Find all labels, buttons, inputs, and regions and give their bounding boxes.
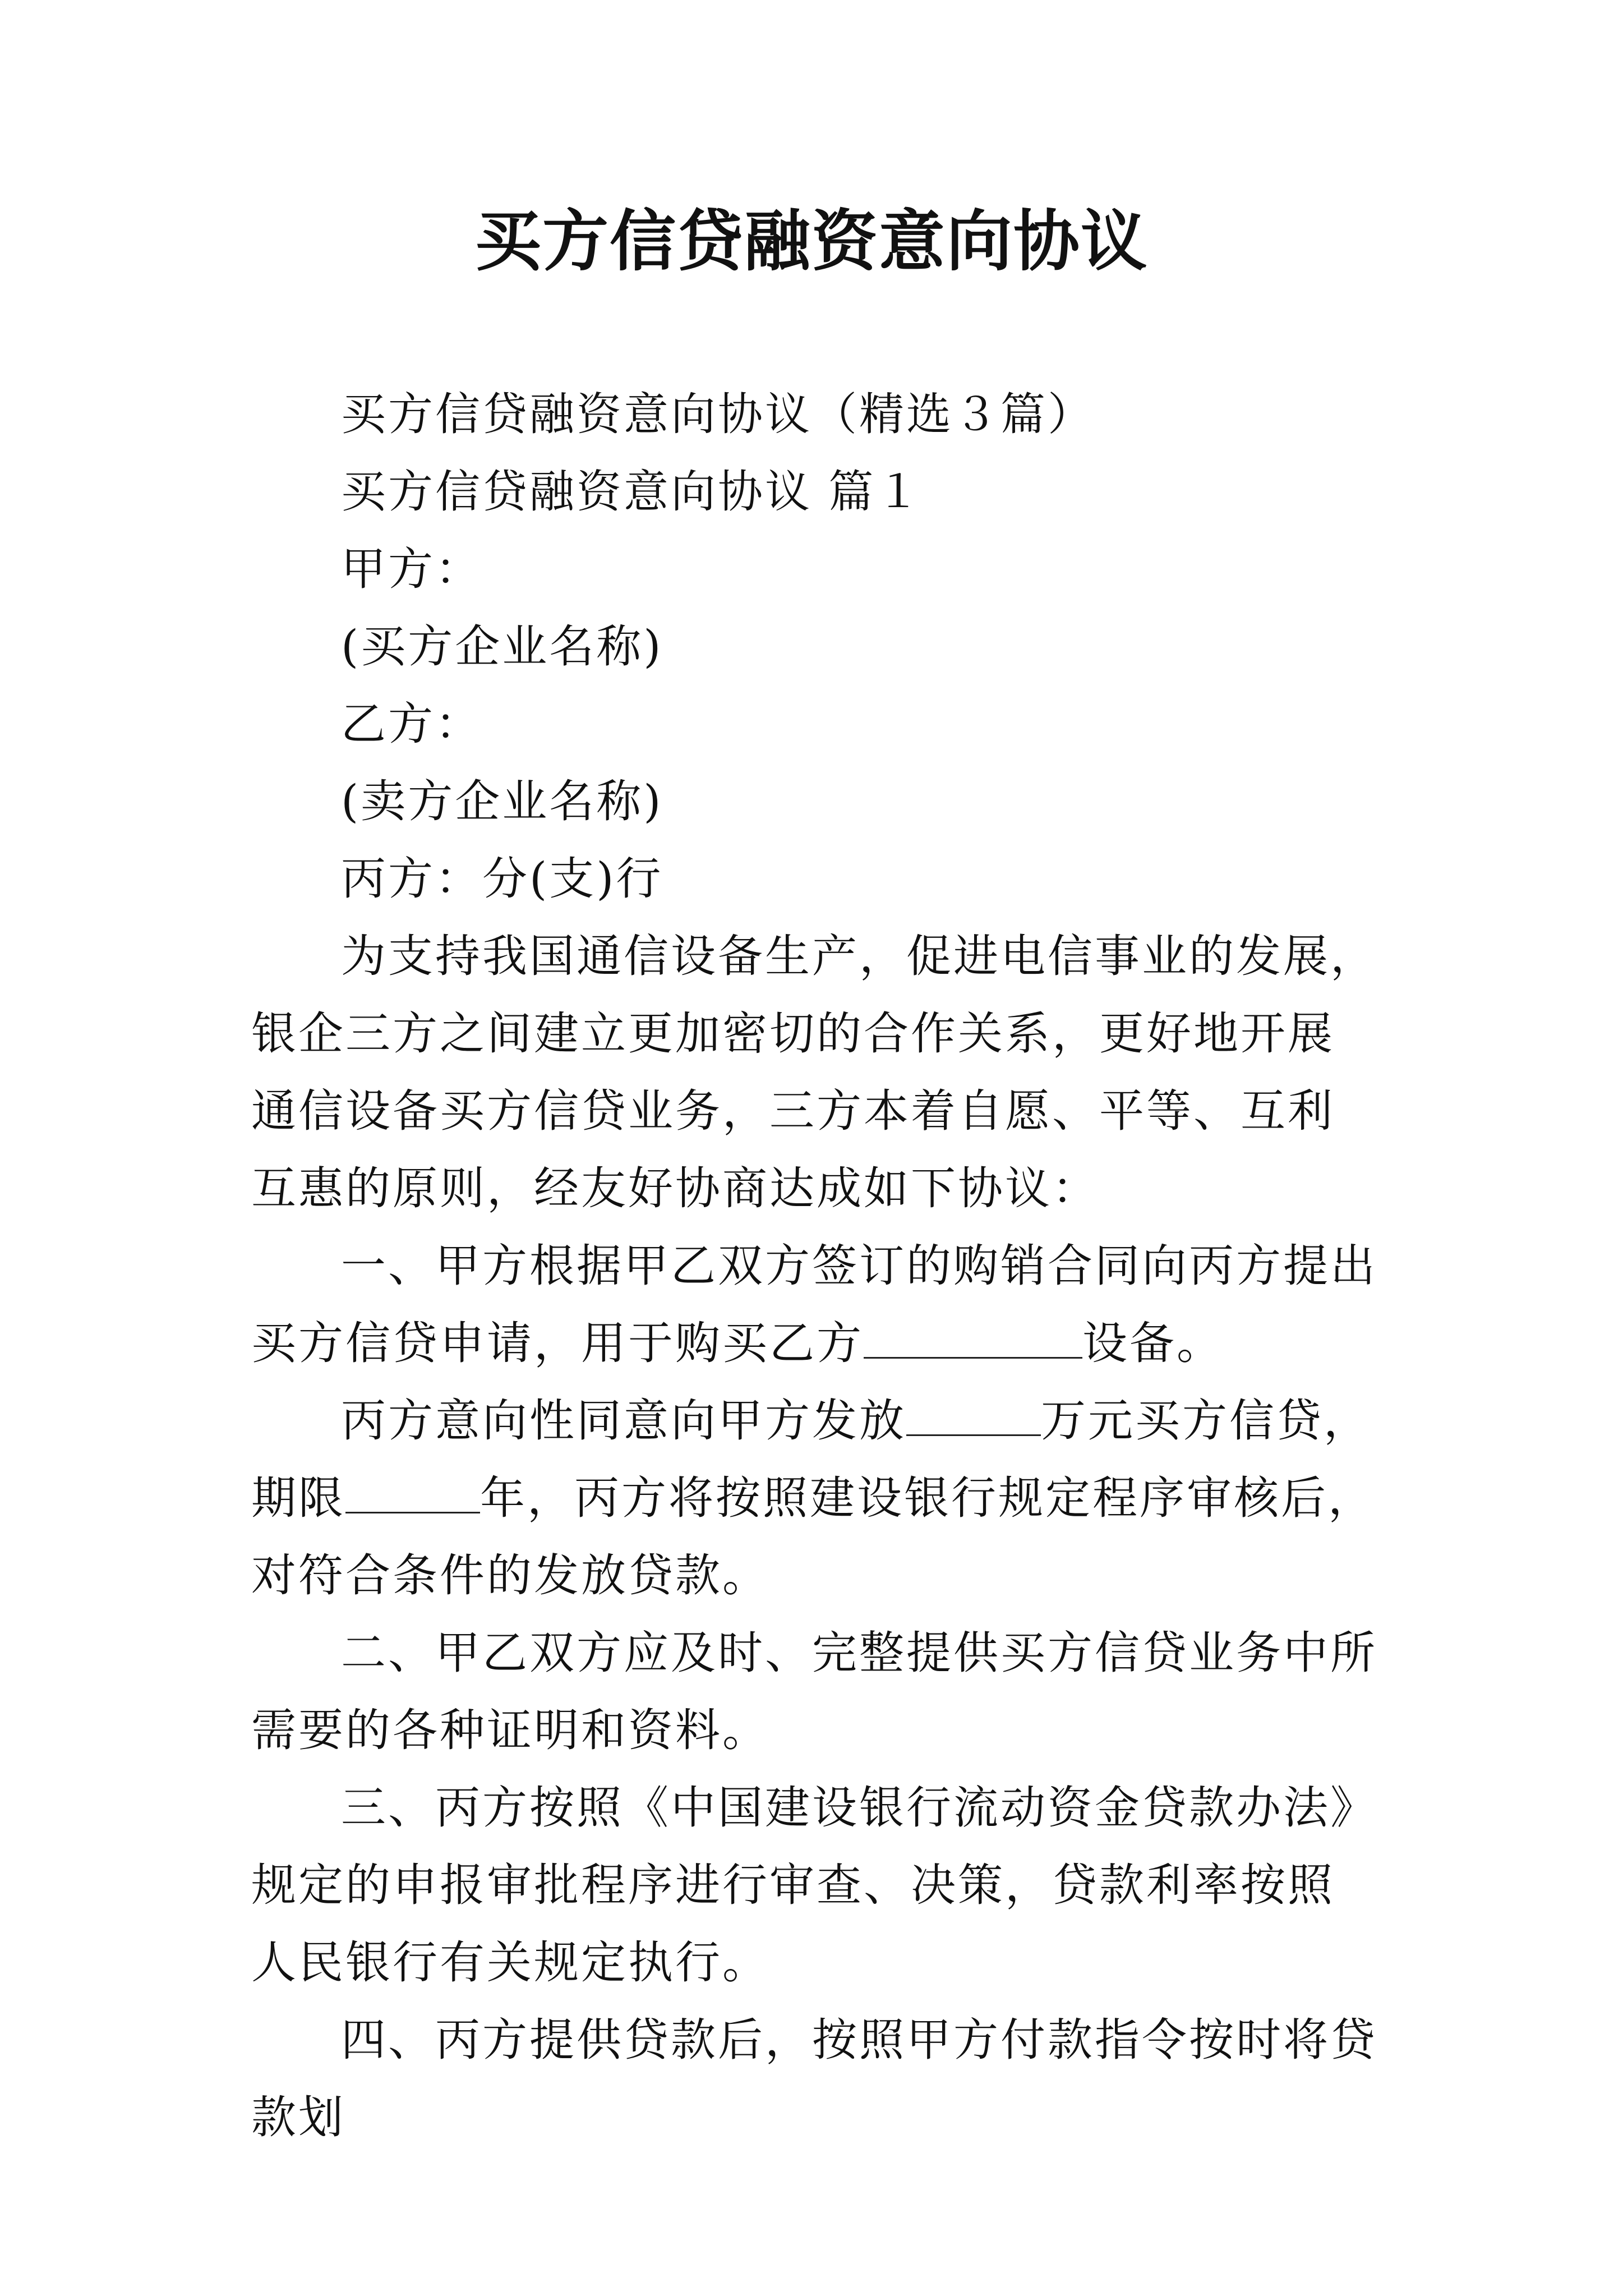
clause-1-text-a: 一、甲方根据甲乙双方签订的购销合同向丙方提出买方信贷申请，用于购买乙方 xyxy=(251,1240,1377,1369)
clause-1 xyxy=(251,1227,1377,1382)
clause-1-text-b: 设备。 xyxy=(1082,1317,1224,1369)
subtitle: 买方信贷融资意向协议（精选３篇） xyxy=(341,388,1095,440)
intro-paragraph: 为支持我国通信设备生产，促进电信事业的发展，银企三方之间建立更加密切的合作关系，更好地开展通信设备买方信贷业务，三方本着自愿、平等、互利互惠的原则，经友好协商达成如下协议： xyxy=(251,930,1377,1214)
document-body xyxy=(251,376,1377,2156)
clause-1-loan-text-c: 年，丙方将按照建设银行规定程序审核后，对符合条件的发放贷款。 xyxy=(251,1472,1375,1602)
party-b-name: (卖方企业名称) xyxy=(341,775,663,827)
section-heading: 买方信贷融资意向协议 篇１ xyxy=(341,466,923,518)
clause-1-loan-text-a: 丙方意向性同意向甲方发放 xyxy=(341,1395,906,1447)
party-c-label: 丙方：分(支)行 xyxy=(341,853,663,905)
amount-blank xyxy=(906,1395,1041,1436)
party-a-name: (买方企业名称) xyxy=(341,620,663,673)
clause-2: 二、甲乙双方应及时、完整提供买方信贷业务中所需要的各种证明和资料。 xyxy=(251,1627,1377,1756)
equipment-blank xyxy=(864,1318,1082,1359)
clause-1-loan xyxy=(251,1382,1377,1614)
term-blank xyxy=(345,1473,480,1513)
clause-1-loan-text-b: 万元买方信贷，期限 xyxy=(251,1395,1371,1524)
party-b-label: 乙方： xyxy=(341,698,482,750)
clause-4: 四、丙方提供贷款后，按照甲方付款指令按时将贷款划 xyxy=(251,2014,1377,2143)
party-a-label: 甲方： xyxy=(341,543,482,595)
clause-3: 三、丙方按照《中国建设银行流动资金贷款办法》规定的申报审批程序进行审查、决策，贷款利率按照人民银行有关规定执行。 xyxy=(251,1782,1377,1989)
document-title: 买方信贷融资意向协议 xyxy=(474,202,1148,280)
